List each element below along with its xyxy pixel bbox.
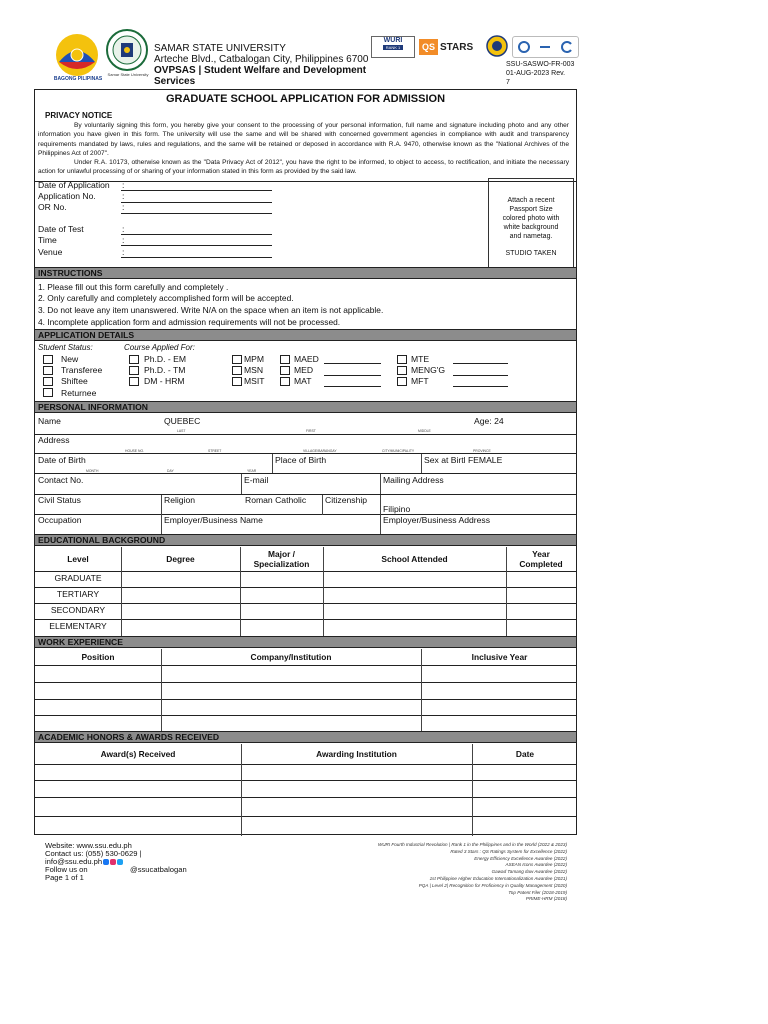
colon: : — [122, 235, 125, 245]
place-of-birth-label: Place of Birth — [275, 455, 327, 465]
level-secondary: SECONDARY — [50, 605, 106, 615]
occupation-label: Occupation — [38, 515, 82, 525]
new-label: New — [61, 354, 79, 364]
footer-social-handle[interactable]: @ssucatbalogan — [130, 865, 187, 874]
divider — [506, 547, 507, 636]
divider — [35, 665, 576, 666]
maed-specify-line[interactable] — [324, 363, 381, 364]
msit-label: MSIT — [244, 376, 265, 386]
mat-label: MAT — [294, 376, 312, 386]
phd-em-label: Ph.D. - EM — [144, 354, 187, 364]
last-name-caption: LAST — [177, 429, 186, 433]
footer-website: Website: www.ssu.edu.ph — [45, 841, 132, 850]
divider — [35, 434, 576, 435]
photo-instr-1: Attach a recent — [507, 197, 555, 204]
instruction-item: 2. Only carefully and completely accomplished form will be accepted. — [38, 293, 294, 303]
city-caption: CITY/MUNICIPALITY — [382, 449, 415, 453]
divider — [35, 473, 576, 474]
document-header — [34, 22, 579, 90]
province-caption: PROVINCE — [473, 449, 491, 453]
mte-label: MTE — [411, 354, 430, 364]
age-value[interactable]: Age: 24 — [474, 416, 504, 426]
divider — [35, 682, 576, 683]
col-award-header: Award(s) Received — [100, 749, 176, 759]
award-line: WURI Fourth Industrial Revolution | Rank 1 in the Philippines and in the World (2022 & 2023) — [377, 842, 567, 847]
mpm-checkbox[interactable] — [232, 355, 242, 364]
student-status-label: Student Status: — [38, 343, 93, 352]
photo-instr-5: and nametag. — [509, 233, 553, 240]
footer-page: Page 1 of 1 — [45, 873, 84, 882]
honors-header: ACADEMIC HONORS & AWARDS RECEIVED — [35, 731, 576, 743]
privacy-notice-title: PRIVACY NOTICE — [45, 111, 113, 120]
middle-name-caption: MIDDLE — [418, 429, 431, 433]
ssu-seal-logo — [106, 29, 148, 71]
doc-revision: 7 — [506, 79, 510, 86]
msn-label: MSN — [244, 365, 264, 375]
award-line: PRIME-HRM (2018) — [525, 896, 567, 902]
divider — [241, 474, 242, 494]
contact-no-label: Contact No. — [38, 475, 84, 485]
address-label: Address — [38, 435, 70, 445]
transferee-label: Transferee — [61, 365, 103, 375]
mft-checkbox[interactable] — [397, 377, 407, 386]
colon: : — [122, 180, 125, 190]
or-no-label: OR No. — [38, 202, 67, 212]
application-no-label: Application No. — [38, 191, 96, 201]
colon: : — [122, 202, 125, 212]
maed-label: MAED — [294, 354, 319, 364]
returnee-label: Returnee — [61, 388, 97, 398]
award-line: Energy Efficiency Excellence Awardee (2022) — [474, 855, 567, 861]
level-graduate: GRADUATE — [54, 573, 102, 583]
divider — [35, 619, 576, 620]
venue-label: Venue — [38, 247, 63, 257]
dob-label: Date of Birth — [38, 455, 86, 465]
divider — [35, 797, 576, 798]
university-name: SAMAR STATE UNIVERSITY — [154, 43, 286, 54]
time-field[interactable] — [121, 245, 272, 246]
meng-checkbox[interactable] — [397, 366, 407, 375]
col-institution-header: Awarding Institution — [316, 749, 397, 759]
divider — [35, 764, 576, 765]
returnee-checkbox[interactable] — [43, 388, 53, 397]
religion-label: Religion — [164, 495, 196, 505]
date-of-test-field[interactable] — [121, 234, 272, 235]
footer-contact: Contact us: (055) 530-0629 | — [45, 849, 142, 858]
award-line: PQA | Level 2| Recognition for Proficiency in Quality Management (2020) — [418, 882, 567, 888]
dob-month-caption: MONTH — [86, 469, 99, 473]
divider — [35, 715, 576, 716]
instructions-header: INSTRUCTIONS — [35, 267, 576, 279]
office-name: OVPSAS | Student Welfare and Development — [154, 65, 367, 76]
divider — [35, 514, 576, 515]
office-name-cont: Services — [154, 76, 196, 87]
form-frame — [34, 89, 577, 835]
divider — [35, 571, 576, 572]
mat-checkbox[interactable] — [280, 377, 290, 386]
footer-contact-block — [45, 842, 142, 882]
dob-day-caption: DAY — [167, 469, 174, 473]
photo-box[interactable] — [488, 178, 574, 270]
mft-specify-line[interactable] — [453, 386, 508, 387]
street-caption: STREET — [208, 449, 222, 453]
instruction-item: 3. Do not leave any item unanswered. Write N/A on the space when an item is not applicable. — [38, 305, 384, 315]
privacy-paragraph-1: By voluntarily signing this form, you hereby give your consent to the processing of your personal information, full name and signature including photo and any other information you have given in this form. The university will use the same and will be shared with concerned government agencies in compliance with audit and transparency requirements mandated by laws, rules and regulations, and the same will be retained or deposed in accordance with R.A. 9470, otherwise known as the "National Archives of the Philippines Act of 2007". — [38, 122, 569, 157]
divider — [380, 474, 381, 494]
award-line: 1st Philippine Higher Education Internationalization Awardee (2021) — [429, 875, 567, 881]
divider — [272, 454, 273, 473]
mte-specify-line[interactable] — [453, 363, 508, 364]
divider — [322, 495, 323, 515]
mat-specify-line[interactable] — [324, 386, 381, 387]
med-label: MED — [294, 365, 314, 375]
divider — [35, 587, 576, 588]
med-checkbox[interactable] — [280, 366, 290, 375]
divider — [35, 603, 576, 604]
mpm-label: MPM — [244, 354, 265, 364]
time-label: Time — [38, 235, 57, 245]
date-of-application-label: Date of Application — [38, 180, 110, 190]
colon: : — [122, 191, 125, 201]
level-elementary: ELEMENTARY — [49, 621, 107, 631]
doc-code: SSU-SASWO-FR-003 — [506, 61, 575, 68]
citizenship-value[interactable]: Filipino — [383, 504, 411, 514]
sex-at-birth-field[interactable]: Sex at Birtl FEMALE — [424, 455, 503, 465]
divider — [35, 699, 576, 700]
iso-mark-icon — [561, 41, 573, 53]
phd-tm-checkbox[interactable] — [129, 366, 139, 375]
citizenship-label: Citizenship — [325, 495, 368, 505]
wuri-rank-badge: RANK 1 — [383, 45, 403, 50]
instruction-item: 4. Incomplete application form and admission requirements will not be processed. — [38, 317, 341, 327]
doc-date: 01-AUG-2023 Rev. — [506, 70, 566, 77]
divider — [35, 816, 576, 817]
col-year-header: Year Completed — [519, 549, 563, 569]
col-level-header: Level — [67, 554, 89, 564]
personal-info-header: PERSONAL INFORMATION — [35, 401, 576, 413]
course-applied-label: Course Applied For: — [124, 343, 195, 352]
venue-field[interactable] — [121, 257, 272, 258]
qs-stars-logo — [419, 37, 473, 55]
iso-certification-logos — [512, 36, 579, 58]
msn-checkbox[interactable] — [232, 366, 242, 375]
instagram-icon[interactable] — [110, 859, 116, 865]
application-no-field[interactable] — [121, 202, 272, 203]
shiftee-label: Shiftee — [61, 376, 88, 386]
name-label: Name — [38, 416, 61, 426]
award-line: Gawad Tamang Ilaw Awardee (2022) — [491, 869, 567, 875]
maed-checkbox[interactable] — [280, 355, 290, 364]
dm-hrm-label: DM - HRM — [144, 376, 185, 386]
house-no-caption: HOUSE NO. — [125, 449, 145, 453]
wuri-logo-text: WURI — [383, 37, 403, 44]
first-name-caption: FIRST — [306, 429, 316, 433]
date-of-test-label: Date of Test — [38, 224, 84, 234]
award-line: ASEAN Icons Awardee (2022) — [505, 862, 567, 868]
email-label: E-mail — [244, 475, 269, 485]
photo-instr-3: colored photo with — [502, 215, 560, 222]
work-experience-header: WORK EXPERIENCE — [35, 636, 576, 648]
civil-status-label: Civil Status — [38, 495, 81, 505]
mte-checkbox[interactable] — [397, 355, 407, 364]
photo-instr-4: white background — [503, 224, 559, 231]
employer-name-label: Employer/Business Name — [164, 515, 263, 525]
iso-bar-icon — [540, 44, 550, 50]
footer-follow: Follow us on — [45, 865, 88, 874]
col-inclusive-year-header: Inclusive Year — [471, 652, 528, 662]
divider — [35, 453, 576, 454]
mailing-address-label: Mailing Address — [383, 475, 444, 485]
phd-tm-label: Ph.D. - TM — [144, 365, 186, 375]
new-checkbox[interactable] — [43, 355, 53, 364]
name-value[interactable]: QUEBEC — [164, 416, 201, 426]
award-line: Rated 3 Stars : QS Ratings System for Excellence (2022) — [450, 848, 567, 854]
level-tertiary: TERTIARY — [56, 589, 100, 599]
meng-specify-line[interactable] — [453, 375, 508, 376]
footer-email[interactable]: info@ssu.edu.ph — [45, 857, 103, 866]
facebook-icon[interactable] — [103, 859, 109, 865]
divider — [380, 495, 381, 535]
wuri-rank-logo — [371, 36, 415, 58]
instruction-item: 1. Please fill out this form carefully and completely . — [38, 282, 229, 292]
university-block — [154, 43, 368, 87]
colon: : — [122, 224, 125, 234]
or-no-field[interactable] — [121, 213, 272, 214]
ssu-seal-caption: Samar State University — [107, 72, 149, 77]
col-school-header: School Attended — [381, 554, 448, 564]
bagong-pilipinas-logo — [54, 32, 100, 78]
application-details-header: APPLICATION DETAILS — [35, 329, 576, 341]
privacy-notice-text — [38, 121, 569, 177]
shiftee-checkbox[interactable] — [43, 377, 53, 386]
divider — [421, 454, 422, 473]
colon: : — [122, 247, 125, 257]
col-date-header: Date — [515, 749, 535, 759]
col-major-header: Major / Specialization — [253, 549, 310, 569]
dm-hrm-checkbox[interactable] — [129, 377, 139, 386]
religion-value[interactable]: Roman Catholic — [245, 495, 307, 505]
twitter-icon[interactable] — [117, 859, 123, 865]
dob-year-caption: YEAR — [247, 469, 257, 473]
divider — [161, 495, 162, 535]
mft-label: MFT — [411, 376, 429, 386]
footer-awards-list — [310, 842, 567, 903]
employer-address-label: Employer/Business Address — [383, 515, 490, 525]
university-address: Arteche Blvd., Catbalogan City, Philippines 6700 — [154, 54, 369, 65]
msit-checkbox[interactable] — [232, 377, 242, 386]
meng-label: MENG'G — [411, 365, 446, 375]
studio-taken-label: STUDIO TAKEN — [505, 250, 557, 257]
col-degree-header: Degree — [166, 554, 195, 564]
transferee-checkbox[interactable] — [43, 366, 53, 375]
form-title: GRADUATE SCHOOL APPLICATION FOR ADMISSION — [165, 93, 446, 105]
date-of-application-field[interactable] — [121, 190, 272, 191]
education-header: EDUCATIONAL BACKGROUND — [35, 534, 576, 546]
phd-em-checkbox[interactable] — [129, 355, 139, 364]
award-line: Top Patent Filer (2018-2019) — [508, 889, 567, 895]
bagong-pilipinas-caption: BAGONG PILIPINAS — [53, 76, 103, 82]
divider — [35, 780, 576, 781]
col-company-header: Company/Institution — [250, 652, 332, 662]
qs-stars-text: STARS — [440, 42, 474, 53]
document-code-block — [506, 60, 586, 87]
med-specify-line[interactable] — [324, 375, 381, 376]
photo-instr-2: Passport Size — [509, 206, 553, 213]
award-seal-icon — [486, 35, 508, 57]
col-position-header: Position — [81, 652, 115, 662]
village-caption: VILLAGE/BARANGAY — [303, 449, 337, 453]
qs-mark: QS — [419, 39, 438, 55]
iso-badge-icon — [518, 41, 530, 53]
privacy-paragraph-2: Under R.A. 10173, otherwise known as the "Data Privacy Act of 2012", you have the right to be informed, to object to access, to rectification, and initiate the necessary action for unlawful processing of or sharing of your information stated in this form as provided by the said law. — [38, 159, 569, 176]
